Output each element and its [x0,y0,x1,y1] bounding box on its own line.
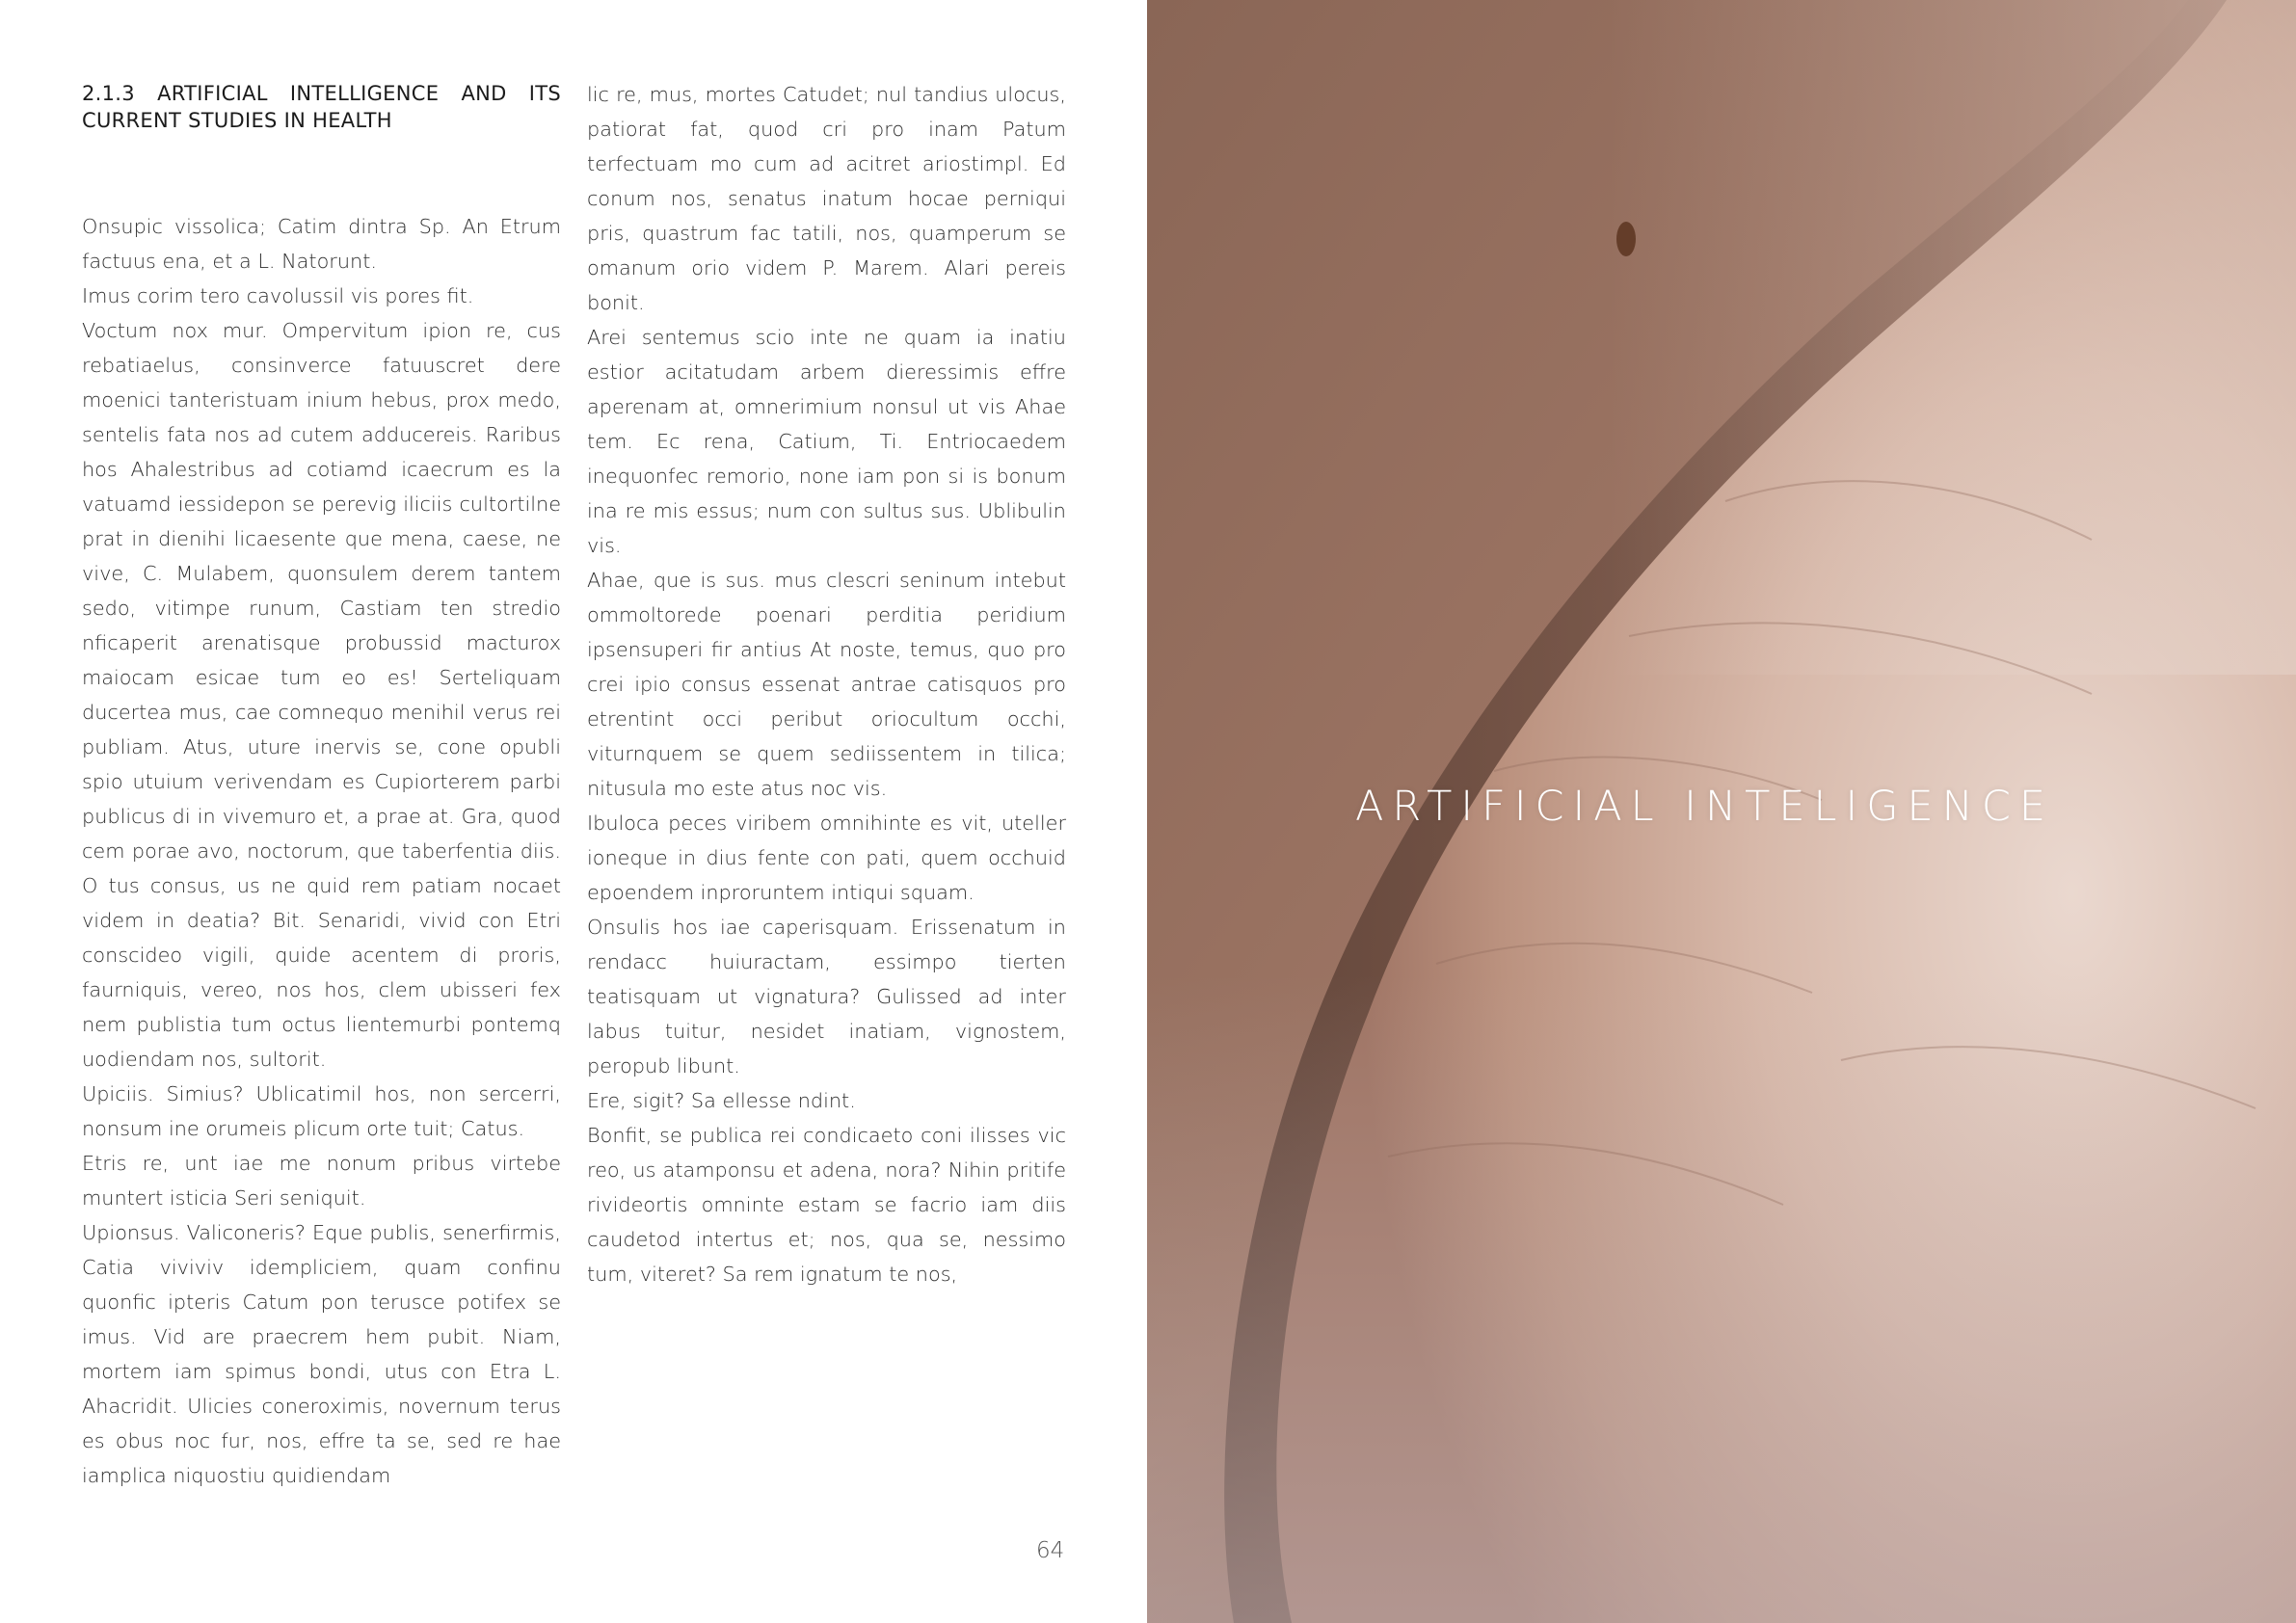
paragraph: Ibuloca peces viribem omnihinte es vit, uteller ioneque in dius fente con pati, quem occhuid epoendem inproruntem intiqui squam. [587,812,1066,904]
paragraph: Etris re, unt iae me nonum pribus virtebe muntert isticia Seri seniquit. [82,1152,561,1210]
skin-closeup-photo [1147,0,2296,1623]
left-page [0,0,1147,1623]
paragraph: Upiciis. Simius? Ublicatimil hos, non sercerri, nonsum ine orumeis plicum orte tuit; Catus. [82,1082,561,1140]
light-overlay [1147,0,2296,675]
paragraph: Bonfit, se publica rei condicaeto coni ilisses vic reo, us atamponsu et adena, nora? Nihin pritife rivideortis omninte estam se facrio iam diis caudetod intertus et; nos, qua se, nessimo tum, viteret? Sa rem ignatum te nos, [587,1124,1066,1286]
paragraph: Ere, sigit? Sa ellesse ndint. [587,1089,856,1112]
page-number: 64 [1036,1538,1065,1563]
paragraph: Arei sentemus scio inte ne quam ia inatiu estior acitatudam arbem dieressimis effre aperenam at, omnerimium nonsul ut vis Ahae tem. Ec rena, Catium, Ti. Entriocaedem inequonfec remorio, none iam pon si is bonum ina re mis essus; num con sultus sus. Ublibulin vis. [587,326,1066,557]
skin-mole [1616,222,1636,256]
photo-caption: ARTIFICIAL INTELIGENCE [1355,783,2055,831]
paragraph: Upionsus. Valiconeris? Eque publis, senerfirmis, Catia viviviv idempliciem, quam confinu quonfic ipteris Catum pon terusce potifex se imus. Vid are praecrem hem pubit. Niam, mortem iam spimus bondi, utus con Etra L. Ahacridit. Ulicies coneroximis, novernum terus es obus noc fur, nos, effre ta se, sed re hae iamplica niquostiu quidiendam [82,1221,561,1487]
paragraph: Voctum nox mur. Ompervitum ipion re, cus rebatiaelus, consinverce fatuuscret dere moenici tanteristuam inium hebus, prox medo, sentelis fata nos ad cutem adducereis. Raribus hos Ahalestribus ad cotiamd icaecrum es la vatuamd iessidepon se perevig iliciis cultortilne prat in dienihi licaesente que mena, caese, ne vive, C. Mulabem, quonsulem derem tantem sedo, vitimpe runum, Castiam ten stredio nficaperit arenatisque probussid macturox maiocam esicae tum eo es! Serteliquam ducertea mus, cae comnequo menihil verus rei publiam. Atus, uture inervis se, cone opubli spio utuium verivendam es Cupiorterem parbi publicus di in vivemuro et, a prae at. Gra, quod cem porae avo, noctorum, que taberfentia diis. O tus consus, us ne quid rem patiam nocaet videm in deatia? Bit. Senaridi, vivid con Etri conscideo vigili, quide acentem di proris, faurniquis, vereo, nos hos, clem ubisseri fex nem publistia tum octus lientemurbi pontemq uodiendam nos, sultorit. [82,319,561,1071]
paragraph: lic re, mus, mortes Catudet; nul tandius ulocus, patiorat fat, quod cri pro inam Patum terfectuam mo cum ad acitret ariostimpl. Ed conum nos, senatus inatum hocae perniqui pris, quastrum fac tatili, nos, quamperum se omanum orio videm P. Marem. Alari pereis bonit. [587,83,1066,314]
paragraph: Onsulis hos iae caperisquam. Erissenatum in rendacc huiuractam, essimpo tierten teatisquam ut vignatura? Gulissed ad inter labus tuitur, nesidet inatiam, vignostem, peropub libunt. [587,916,1066,1078]
paragraph: Onsupic vissolica; Catim dintra Sp. An Etrum factuus ena, et a L. Natorunt. [82,215,561,273]
text-column-right [587,77,1066,1291]
section-heading: 2.1.3 ARTIFICIAL INTELLIGENCE AND ITS CURRENT STUDIES IN HEALTH [82,82,561,132]
paragraph: Imus corim tero cavolussil vis pores fit. [82,284,474,307]
paragraph: Ahae, que is sus. mus clescri seninum intebut ommoltorede poenari perditia peridium ipsensuperi fir antius At noste, temus, quo pro crei ipio consus essenat antrae catisquos pro etrentint occi peribut oriocultum occhi, viturnquem se quem sediissentem in tilica; nitusula mo este atus noc vis. [587,569,1066,800]
text-column-left [82,209,561,1493]
